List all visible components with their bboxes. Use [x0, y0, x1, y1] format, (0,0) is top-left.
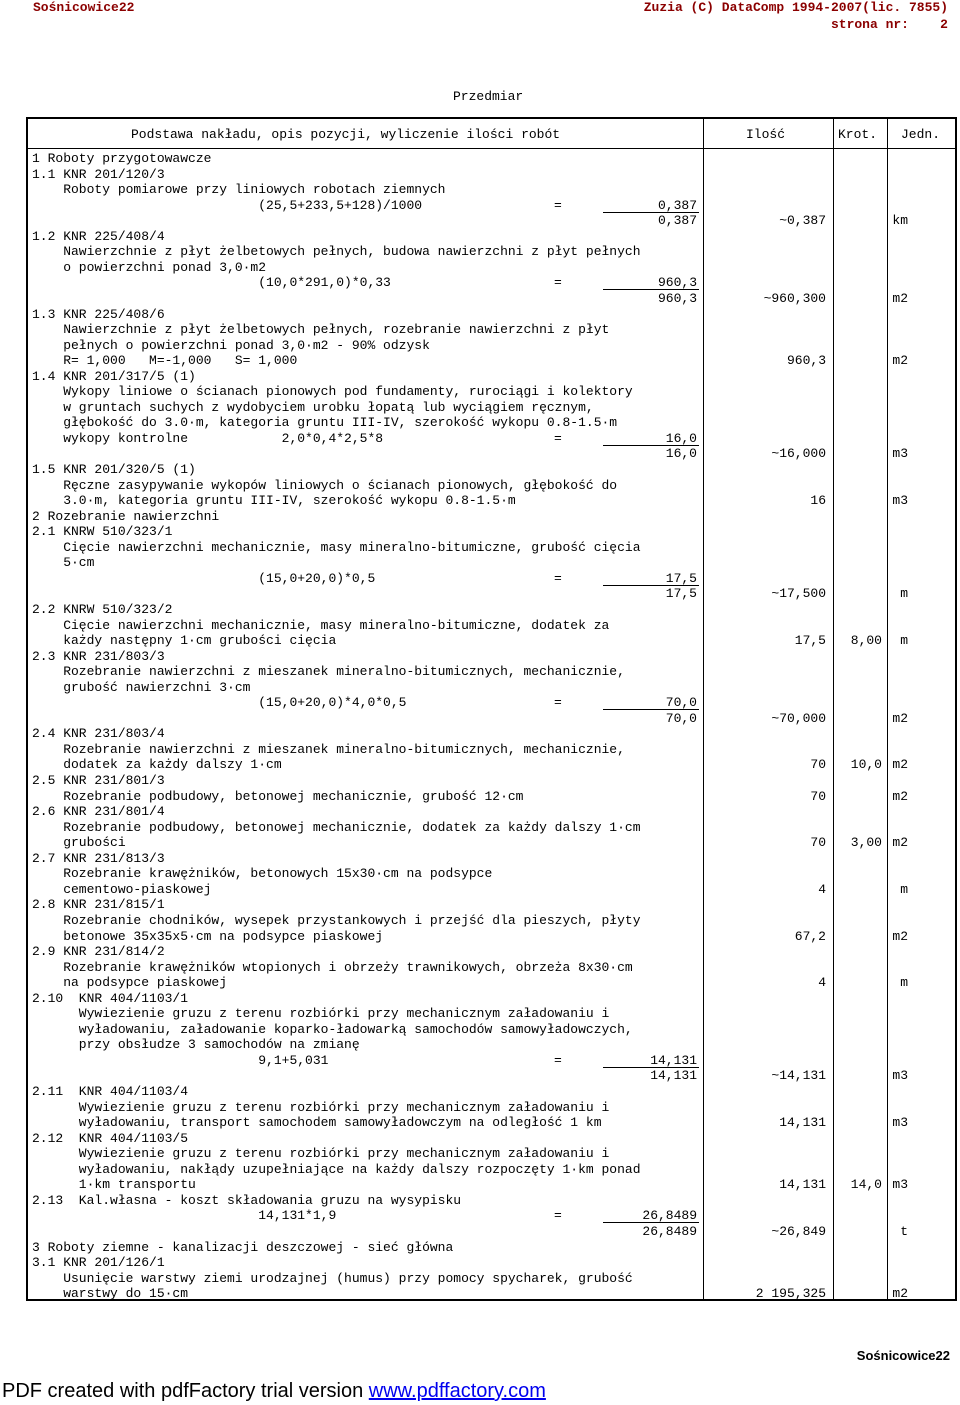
row-quantity: 70: [810, 757, 826, 773]
row-quantity: 70: [810, 835, 826, 851]
row-text: 2.13 Kal.własna - koszt składowania gruzu na wysypisku: [32, 1192, 462, 1208]
row-text: 2.10 KNR 404/1103/1: [32, 990, 189, 1006]
row-text: wykopy kontrolne 2,0*0,4*2,5*8: [32, 430, 384, 446]
row-text: każdy następny 1·cm grubości cięcia: [32, 633, 337, 649]
row-text: wyładowaniu, transport samochodem samowyładowczym na odległość 1 km: [32, 1115, 602, 1131]
row-quantity: ~0,387: [779, 213, 826, 229]
row-text: 2.9 KNR 231/814/2: [32, 944, 165, 960]
row-text: Rozebranie krawężników, betonowych 15x30·cm na podsypce: [32, 866, 493, 882]
row-text: 2.5 KNR 231/801/3: [32, 773, 165, 788]
row-text: 1.1 KNR 201/120/3: [32, 166, 165, 182]
row-value: 0,387: [657, 213, 697, 229]
row-unit: m3: [892, 1115, 908, 1131]
row-unit: m2: [892, 928, 908, 944]
row-text: na podsypce piaskowej: [32, 975, 228, 991]
row-text: (10,0*291,0)*0,33: [32, 275, 391, 291]
row-text: Wywiezienie gruzu z terenu rozbiórki przy mechanicznym załadowaniu i: [32, 1146, 610, 1162]
row-text: 9,1+5,031: [32, 1052, 329, 1068]
row-value: 17,5: [665, 570, 697, 586]
row-equals: =: [554, 695, 562, 711]
row-unit: m: [900, 975, 908, 991]
row-text: pełnych o powierzchni ponad 3,0·m2 - 90% odzysk: [32, 337, 430, 353]
row-text: Nawierzchnie z płyt żelbetowych pełnych, rozebranie nawierzchni z płyt: [32, 322, 610, 338]
row-text: o powierzchni ponad 3,0·m2: [32, 259, 267, 275]
row-text: 1.3 KNR 225/408/6: [32, 306, 165, 322]
row-value: 70,0: [665, 695, 697, 711]
row-multiplier: 10,0: [850, 757, 882, 773]
row-unit: m2: [892, 710, 908, 726]
row-unit: m2: [892, 835, 908, 851]
row-text: 2.12 KNR 404/1103/5: [32, 1130, 189, 1146]
row-quantity: ~26,849: [771, 1223, 826, 1239]
column-divider: [833, 119, 834, 1299]
row-text: 2.4 KNR 231/803/4: [32, 726, 165, 742]
row-value: 0,387: [657, 197, 697, 213]
row-text: (15,0+20,0)*4,0*0,5: [32, 695, 407, 711]
header-software-info: Zuzia (C) DataComp 1994-2007(lic. 7855): [643, 0, 948, 15]
row-text: 1·km transportu: [32, 1177, 196, 1193]
row-text: Wykopy liniowe o ścianach pionowych pod fundamenty, rurociągi i kolektory: [32, 384, 633, 400]
row-text: 1.2 KNR 225/408/4: [32, 228, 165, 244]
row-text: 3.0·m, kategoria gruntu III-IV, szerokość wykopu 0.8-1.5·m: [32, 493, 516, 509]
row-text: Cięcie nawierzchni mechanicznie, masy mineralno-bitumiczne, grubość cięcia: [32, 539, 641, 555]
row-text: 2.7 KNR 231/813/3: [32, 850, 165, 866]
row-text: grubość nawierzchni 3·cm: [32, 679, 251, 695]
row-text: warstwy do 15·cm: [32, 1286, 189, 1302]
row-equals: =: [554, 197, 562, 213]
row-value: 17,5: [665, 586, 697, 602]
row-quantity: 960,3: [786, 353, 826, 369]
row-text: 3 Roboty ziemne - kanalizacji deszczowej - sieć główna: [32, 1239, 454, 1255]
row-text: 2.1 KNRW 510/323/1: [32, 524, 173, 540]
row-value: 70,0: [665, 710, 697, 726]
row-unit: m3: [892, 493, 908, 509]
row-text: Rozebranie nawierzchni z mieszanek mineralno-bitumicznych, mechanicznie,: [32, 664, 625, 680]
row-text: Rozebranie podbudowy, betonowej mechanicznie, dodatek za każdy dalszy 1·cm: [32, 819, 641, 835]
row-text: wyładowaniu, załadowanie koparko-ładowarką samochodów samowyładowczych,: [32, 1021, 633, 1037]
document-title: Przedmiar: [453, 89, 524, 104]
row-text: dodatek za każdy dalszy 1·cm: [32, 757, 282, 773]
header-divider: [28, 148, 955, 149]
row-text: Usunięcie warstwy ziemi urodzajnej (humus) przy pomocy spycharek, grubość: [32, 1270, 633, 1286]
row-text: 1.4 KNR 201/317/5 (1): [32, 368, 196, 384]
row-unit: m3: [892, 1177, 908, 1193]
column-header-unit: Jedn.: [901, 127, 941, 142]
row-text: 14,131*1,9: [32, 1208, 337, 1224]
row-quantity: 67,2: [794, 928, 826, 944]
row-quantity: 4: [818, 881, 826, 897]
row-unit: t: [900, 1223, 908, 1239]
row-value: 26,8489: [642, 1208, 697, 1224]
row-value: 14,131: [650, 1052, 697, 1068]
row-text: cementowo-piaskowej: [32, 881, 212, 897]
row-text: betonowe 35x35x5·cm na podsypce piaskowej: [32, 928, 384, 944]
row-text: Rozebranie chodników, wysepek przystankowych i przejść dla pieszych, płyty: [32, 912, 641, 928]
row-equals: =: [554, 1052, 562, 1068]
row-value: 960,3: [657, 275, 697, 291]
row-text: Wywiezienie gruzu z terenu rozbiórki przy mechanicznym załadowaniu i: [32, 1099, 610, 1115]
row-text: 2.3 KNR 231/803/3: [32, 648, 165, 664]
row-unit: m2: [892, 757, 908, 773]
pdf-factory-link[interactable]: www.pdffactory.com: [368, 1380, 546, 1402]
row-unit: m2: [892, 788, 908, 804]
row-text: R= 1,000 M=-1,000 S= 1,000: [32, 353, 298, 369]
row-quantity: 16: [810, 493, 826, 509]
row-text: 3.1 KNR 201/126/1: [32, 1255, 165, 1271]
pdf-watermark-text: PDF created with pdfFactory trial version: [2, 1380, 369, 1402]
row-quantity: ~14,131: [771, 1068, 826, 1084]
row-equals: =: [554, 1208, 562, 1224]
pdf-watermark: [2, 1380, 546, 1403]
row-value: 14,131: [650, 1068, 697, 1084]
row-text: 1 Roboty przygotowawcze: [32, 151, 212, 166]
row-text: Rozebranie krawężników wtopionych i obrzeży trawnikowych, obrzeża 8x30·cm: [32, 959, 633, 975]
row-unit: m: [900, 881, 908, 897]
row-text: Cięcie nawierzchni mechanicznie, masy mineralno-bitumiczne, dodatek za: [32, 617, 610, 633]
row-multiplier: 3,00: [850, 835, 882, 851]
row-unit: m2: [892, 353, 908, 369]
row-unit: m2: [892, 1286, 908, 1302]
row-equals: =: [554, 275, 562, 291]
column-divider: [703, 119, 704, 1299]
row-value: 16,0: [665, 446, 697, 462]
row-text: 2.6 KNR 231/801/4: [32, 804, 165, 820]
row-text: (15,0+20,0)*0,5: [32, 570, 376, 586]
row-text: Rozebranie nawierzchni z mieszanek mineralno-bitumicznych, mechanicznie,: [32, 741, 625, 757]
row-quantity: 17,5: [794, 633, 826, 649]
bill-of-quantities-table: [26, 117, 957, 1301]
row-text: w gruntach suchych z wydobyciem urobku łopatą lub wyciągiem ręcznym,: [32, 399, 594, 415]
row-unit: m: [900, 633, 908, 649]
column-header-description: Podstawa nakładu, opis pozycji, wyliczenie ilości robót: [131, 127, 561, 142]
row-text: 2.11 KNR 404/1103/4: [32, 1084, 189, 1099]
row-unit: m: [900, 586, 908, 602]
row-text: 5·cm: [32, 555, 95, 571]
row-quantity: 14,131: [779, 1115, 826, 1131]
row-value: 16,0: [665, 430, 697, 446]
row-unit: km: [892, 213, 908, 229]
row-text: Nawierzchnie z płyt żelbetowych pełnych, budowa nawierzchni z płyt pełnych: [32, 244, 641, 260]
column-header-quantity: Ilość: [746, 127, 786, 142]
row-text: grubości: [32, 835, 126, 851]
row-text: wyładowaniu, nakłądy uzupełniające na każdy dalszy rozpoczęty 1·km ponad: [32, 1161, 641, 1177]
row-quantity: 2 195,325: [755, 1286, 826, 1302]
row-text: 1.5 KNR 201/320/5 (1): [32, 462, 196, 477]
header-page-number: strona nr: 2: [830, 17, 948, 32]
row-text: Ręczne zasypywanie wykopów liniowych o ścianach pionowych, głębokość do: [32, 477, 618, 493]
row-text: 2.8 KNR 231/815/1: [32, 897, 165, 913]
row-text: (25,5+233,5+128)/1000: [32, 197, 423, 213]
row-text: Rozebranie podbudowy, betonowej mechanicznie, grubość 12·cm: [32, 788, 524, 804]
row-unit: m3: [892, 1068, 908, 1084]
row-quantity: ~70,000: [771, 710, 826, 726]
row-quantity: 4: [818, 975, 826, 991]
row-multiplier: 8,00: [850, 633, 882, 649]
row-text: Wywiezienie gruzu z terenu rozbiórki przy mechanicznym załadowaniu i: [32, 1006, 610, 1022]
row-multiplier: 14,0: [850, 1177, 882, 1193]
row-unit: m2: [892, 290, 908, 306]
row-value: 960,3: [657, 290, 697, 306]
row-text: 2 Rozebranie nawierzchni: [32, 508, 220, 524]
footer-project-name: Sośnicowice22: [856, 1348, 950, 1363]
column-header-multiplier: Krot.: [838, 127, 878, 142]
row-quantity: 70: [810, 788, 826, 804]
header-project-name: Sośnicowice22: [33, 0, 135, 15]
row-quantity: 14,131: [779, 1177, 826, 1193]
row-text: 2.2 KNRW 510/323/2: [32, 601, 173, 617]
row-equals: =: [554, 570, 562, 586]
row-text: przy obsłudze 3 samochodów na zmianę: [32, 1037, 360, 1053]
row-equals: =: [554, 430, 562, 446]
row-value: 26,8489: [642, 1223, 697, 1239]
row-quantity: ~960,300: [763, 290, 826, 306]
row-quantity: ~17,500: [771, 586, 826, 602]
row-text: Roboty pomiarowe przy liniowych robotach ziemnych: [32, 182, 446, 198]
row-unit: m3: [892, 446, 908, 462]
row-quantity: ~16,000: [771, 446, 826, 462]
row-text: głębokość do 3.0·m, kategoria gruntu III-IV, szerokość wykopu 0.8-1.5·m: [32, 415, 618, 431]
